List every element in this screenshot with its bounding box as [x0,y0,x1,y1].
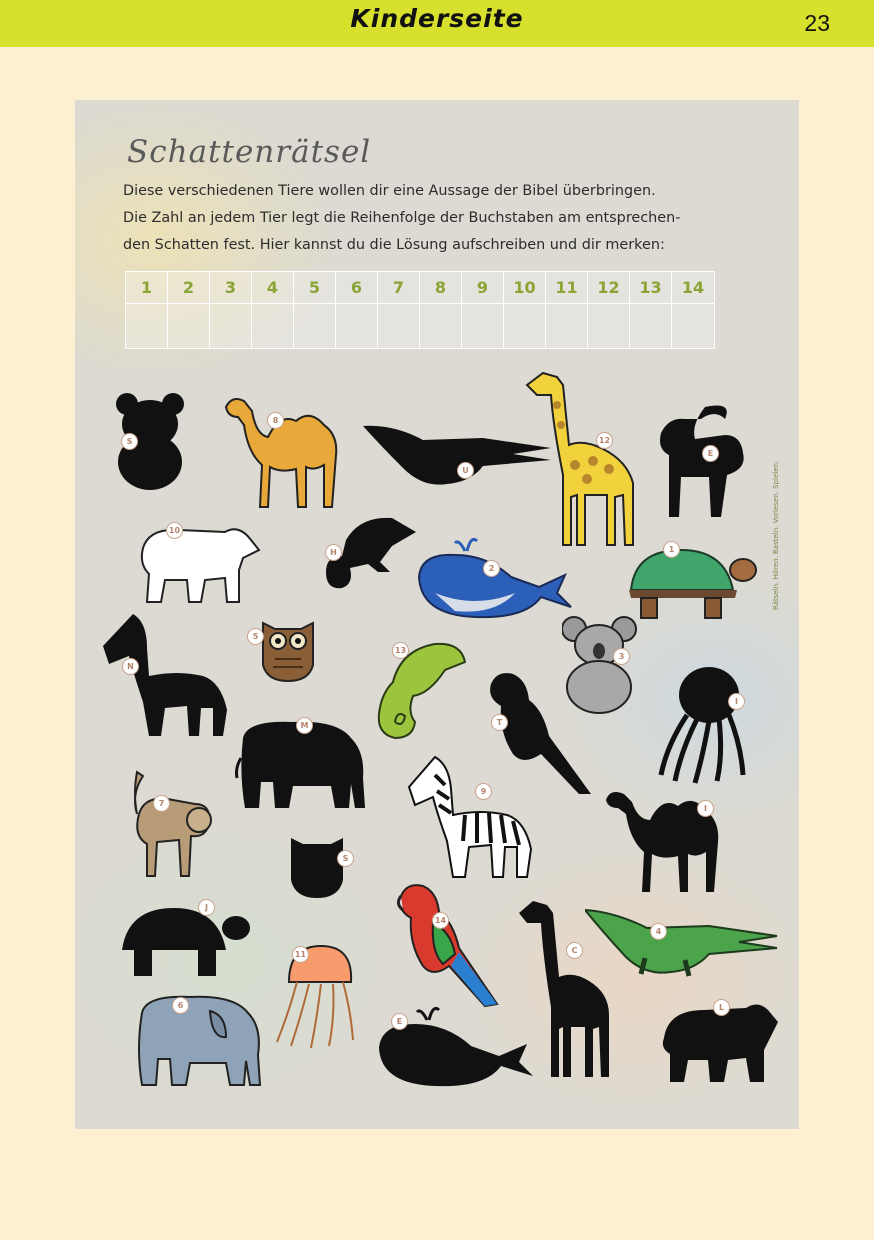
number-badge: 13 [392,642,409,659]
camel-icon [218,395,343,510]
puzzle-intro [123,178,763,259]
octopus-shadow-icon [657,665,747,785]
letter-badge: L [713,999,730,1016]
slot-number: 5 [294,272,336,304]
answer-slot[interactable] [588,304,630,348]
monkey-shadow-icon [655,405,750,520]
tortoise-shadow-icon [118,898,253,980]
slot-number: 6 [336,272,378,304]
number-badge: 6 [172,997,189,1014]
chameleon-icon [373,634,469,742]
slot-number: 2 [168,272,210,304]
elephant-icon [130,993,265,1088]
number-badge: 3 [613,648,630,665]
letter-badge: S [121,433,138,450]
answer-slot[interactable] [462,304,504,348]
slot-number: 3 [210,272,252,304]
answer-slot[interactable] [210,304,252,348]
answer-slot[interactable] [168,304,210,348]
answer-slot[interactable] [630,304,672,348]
slot-number: 8 [420,272,462,304]
letter-badge: T [491,714,508,731]
letter-badge: C [566,942,583,959]
answer-slot[interactable] [504,304,546,348]
letter-badge: N [122,658,139,675]
side-credit: Rätseln. Hören. Basteln. Vorlesen. Spielen. [772,460,780,610]
horse-shadow-icon [99,612,239,737]
number-badge: 4 [650,923,667,940]
answer-slot[interactable] [546,304,588,348]
letter-badge: I [728,693,745,710]
slot-number: 12 [588,272,630,304]
answer-slot[interactable] [420,304,462,348]
puzzle-panel [75,100,799,1129]
answer-slot[interactable] [252,304,294,348]
answer-slot[interactable] [336,304,378,348]
owl-icon [253,615,323,685]
number-badge: 5 [247,628,264,645]
letter-badge: S [337,850,354,867]
letter-badge: M [296,717,313,734]
number-badge: 14 [432,912,449,929]
crocodile-icon [585,906,780,978]
slot-number: 9 [462,272,504,304]
whale-icon [415,535,575,621]
slot-number: 10 [504,272,546,304]
intro-line: Die Zahl an jedem Tier legt die Reihenfolge der Buchstaben am entsprechen- [123,210,681,226]
answer-slot[interactable] [126,304,168,348]
header-bar [0,0,874,47]
slot-number: 7 [378,272,420,304]
intro-line: Diese verschiedenen Tiere wollen dir eine Aussage der Bibel überbringen. [123,183,656,199]
number-badge: 10 [166,522,183,539]
letter-badge: H [325,544,342,561]
answer-slot[interactable] [672,304,714,348]
jellyfish-icon [271,942,359,1052]
slot-number: 4 [252,272,294,304]
page-title: Kinderseite [350,4,524,33]
letter-badge: J [198,899,215,916]
letter-badge: E [391,1013,408,1030]
number-badge: 9 [475,783,492,800]
slot-number: 13 [630,272,672,304]
page-number: 23 [804,10,830,36]
number-badge: 11 [292,946,309,963]
slot-number: 14 [672,272,714,304]
letter-badge: U [457,462,474,479]
giraffe-icon [523,365,638,547]
number-badge: 2 [483,560,500,577]
number-badge: 8 [267,412,284,429]
number-badge: 7 [153,795,170,812]
answer-grid [125,271,715,349]
tortoise-icon [625,540,760,622]
parrot-icon [393,882,503,1008]
letter-badge: I [697,800,714,817]
number-badge: 12 [596,432,613,449]
monkey-icon [123,764,213,879]
polar-bear-icon [139,518,261,604]
zebra-icon [405,755,545,880]
slot-number: 11 [546,272,588,304]
answer-slot[interactable] [378,304,420,348]
puzzle-heading: Schattenrätsel [127,134,372,170]
number-badge: 1 [663,541,680,558]
slot-number: 1 [126,272,168,304]
letter-badge: E [702,445,719,462]
intro-line: den Schatten fest. Hier kannst du die Lösung aufschreiben und dir merken: [123,237,665,253]
answer-slot[interactable] [294,304,336,348]
